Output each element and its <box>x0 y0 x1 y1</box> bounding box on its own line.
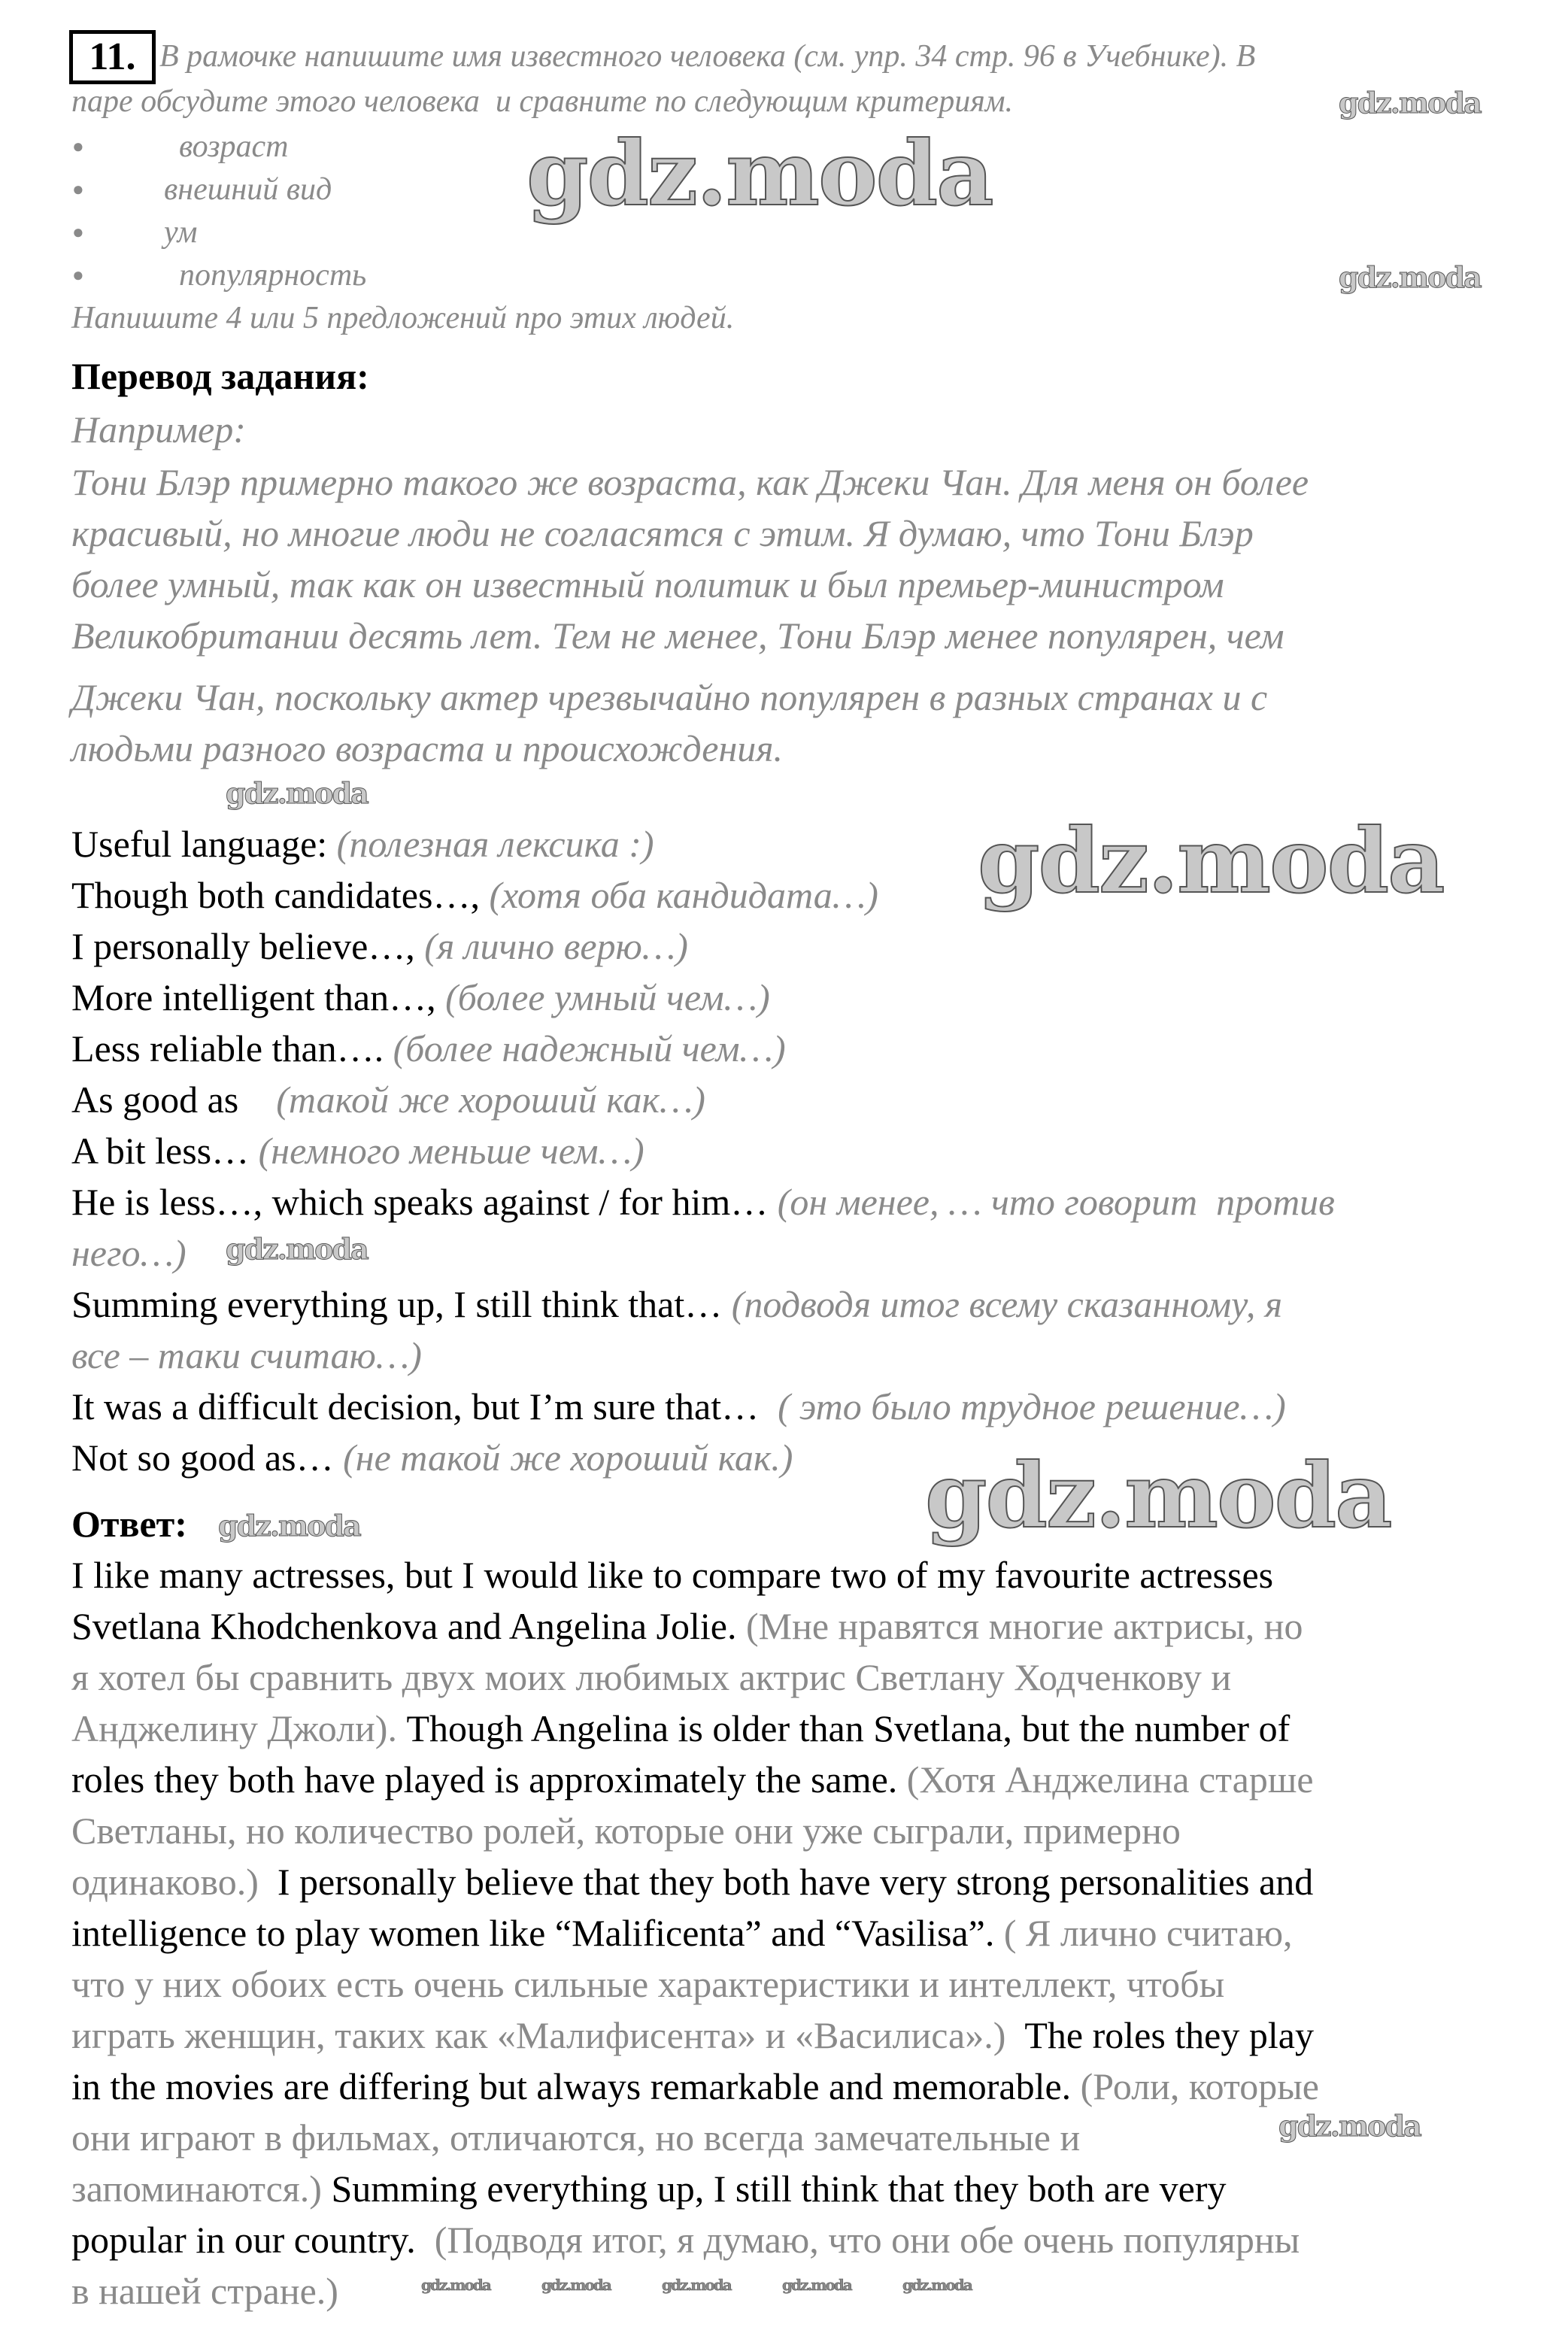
useful-language-line <box>71 1432 793 1483</box>
text-segment: Summing everything up, I still think that… <box>71 1283 732 1325</box>
watermark-logo: gdz.moda <box>782 2276 851 2294</box>
criterion-item: возраст <box>179 129 289 164</box>
text-segment: (Хотя Анджелина старше <box>906 1758 1314 1801</box>
text-segment: in the movies are differing but always remarkable and memorable. <box>71 2065 1081 2107</box>
text-segment: (я лично верю…) <box>424 925 688 967</box>
text-segment: я хотел бы сравнить двух моих любимых актрис Светлану Ходченкову и <box>71 1656 1232 1698</box>
answer-line <box>71 1549 1273 1600</box>
useful-language-line <box>71 1227 187 1279</box>
answer-line <box>71 1703 1290 1754</box>
instruction-closing: Напишите 4 или 5 предложений про этих людей. <box>71 301 735 335</box>
text-segment: Not so good as… <box>71 1437 344 1479</box>
answer-line <box>71 1907 1293 1958</box>
instruction-line-1: В рамочке напишите имя известного человека (см. упр. 34 стр. 96 в Учебнике). В <box>159 39 1256 74</box>
translation-line: более умный, так как он известный политик и был премьер-министром <box>71 563 1224 605</box>
criterion-item: популярность <box>179 258 367 293</box>
answer-line <box>71 1805 1181 1856</box>
watermark-logo: gdz.moda <box>1339 86 1481 120</box>
useful-language-line <box>71 1074 705 1125</box>
watermark-logo: gdz.moda <box>1278 2109 1421 2143</box>
useful-language-line <box>71 972 770 1023</box>
watermark-logo: gdz.moda <box>978 809 1444 913</box>
text-segment: A bit less… <box>71 1130 259 1172</box>
text-segment: intelligence to play women like “Malificenta” and “Vasilisa”. <box>71 1912 1004 1954</box>
useful-language-line <box>71 1279 1282 1330</box>
useful-language-line <box>71 921 688 972</box>
text-segment: в нашей стране.) <box>71 2270 338 2312</box>
text-segment: Though both candidates…, <box>71 874 490 916</box>
text-segment: (более надежный чем…) <box>393 1027 786 1069</box>
text-segment: I like many actresses, but I would like to compare two of my favourite actresses <box>71 1554 1274 1596</box>
text-segment: Summing everything up, I still think that they both are very <box>331 2168 1227 2210</box>
instruction-line-2: паре обсудите этого человека и сравните по следующим критериям. <box>71 84 1014 119</box>
answer-line <box>71 2163 1227 2214</box>
watermark-logo: gdz.moda <box>226 776 368 810</box>
bullet-icon: ● <box>72 221 84 243</box>
text-segment: More intelligent than…, <box>71 976 446 1018</box>
watermark-logo: gdz.moda <box>902 2276 972 2294</box>
text-segment: (более умный чем…) <box>445 976 770 1018</box>
useful-language-line <box>71 818 654 869</box>
text-segment: одинаково.) <box>71 1861 278 1903</box>
answer-line <box>71 2214 1300 2265</box>
text-segment: It was a difficult decision, but I’m sure that… <box>71 1385 778 1427</box>
text-segment: ( Я лично считаю, <box>1003 1912 1293 1954</box>
useful-language-line <box>71 1125 644 1176</box>
text-segment: что у них обоих есть очень сильные характеристики и интеллект, чтобы <box>71 1963 1225 2005</box>
text-segment: The roles they play <box>1024 2014 1314 2056</box>
text-segment: roles they both have played is approximately the same. <box>71 1758 907 1801</box>
answer-heading: Ответ: <box>71 1503 187 1545</box>
text-segment: As good as <box>71 1079 277 1121</box>
text-segment: (Мне нравятся многие актрисы, но <box>746 1605 1303 1647</box>
text-segment: Though Angelina is older than Svetlana, but the number of <box>406 1707 1290 1749</box>
text-segment: (Роли, которые <box>1080 2065 1319 2107</box>
text-segment: (такой же хороший как…) <box>276 1079 705 1121</box>
translation-heading: Перевод задания: <box>71 355 369 397</box>
useful-language-line <box>71 1023 786 1074</box>
answer-line <box>71 2010 1314 2061</box>
answer-line <box>71 1958 1224 2010</box>
text-segment: Useful language: <box>71 823 337 865</box>
text-segment: (немного меньше чем…) <box>258 1130 644 1172</box>
translation-line: Великобритании десять лет. Тем не менее, Тони Блэр менее популярен, чем <box>71 614 1284 657</box>
text-segment: I personally believe…, <box>71 925 425 967</box>
text-segment: Less reliable than…. <box>71 1027 393 1069</box>
exercise-number: 11. <box>69 30 156 84</box>
text-segment: Svetlana Khodchenkova and Angelina Jolie. <box>71 1605 746 1647</box>
answer-line <box>71 1652 1231 1703</box>
text-segment: (хотя оба кандидата…) <box>489 874 878 916</box>
watermark-logo: gdz.moda <box>662 2276 731 2294</box>
text-segment: He is less…, which speaks against / for him… <box>71 1181 778 1223</box>
bullet-icon: ● <box>72 135 84 157</box>
watermark-logo: gdz.moda <box>1339 260 1481 294</box>
translation-line: красивый, но многие люди не согласятся с этим. Я думаю, что Тони Блэр <box>71 512 1254 554</box>
watermark-logo: gdz.moda <box>925 1443 1391 1548</box>
text-segment: все – таки считаю…) <box>71 1334 422 1376</box>
criterion-item: ум <box>164 215 198 250</box>
text-segment: Светланы, но количество ролей, которые они уже сыграли, примерно <box>71 1810 1181 1852</box>
answer-line <box>71 2061 1319 2112</box>
useful-language-line <box>71 1176 1335 1227</box>
text-segment: I personally believe that they both have very strong personalities and <box>277 1861 1314 1903</box>
answer-line <box>71 1754 1314 1805</box>
text-segment: (Подводя итог, я думаю, что они обе очень популярны <box>434 2219 1300 2261</box>
answer-line <box>71 1856 1313 1907</box>
answer-line <box>71 2265 338 2316</box>
text-segment: (он менее, … что говорит против <box>777 1181 1335 1223</box>
text-segment: (полезная лексика :) <box>336 823 654 865</box>
watermark-logo: gdz.moda <box>421 2276 490 2294</box>
watermark-logo: gdz.moda <box>218 1509 360 1543</box>
text-segment: играть женщин, таких как «Малифисента» и «Василиса».) <box>71 2014 1025 2056</box>
answer-line <box>71 1600 1303 1652</box>
bullet-icon: ● <box>72 178 84 200</box>
useful-language-line <box>71 1381 1286 1432</box>
useful-language-line <box>71 1330 422 1381</box>
useful-language-line <box>71 869 878 921</box>
translation-line: людьми разного возраста и происхождения. <box>71 727 784 769</box>
text-segment: popular in our country. <box>71 2219 435 2261</box>
answer-line <box>71 2112 1090 2163</box>
watermark-logo: gdz.moda <box>526 121 993 226</box>
text-segment: (не такой же хороший как.) <box>343 1437 793 1479</box>
bullet-icon: ● <box>72 264 84 286</box>
translation-line: Джеки Чан, поскольку актер чрезвычайно популярен в разных странах и с <box>71 676 1268 718</box>
watermark-logo: gdz.moda <box>226 1232 368 1266</box>
translation-line: Тони Блэр примерно такого же возраста, как Джеки Чан. Для меня он более <box>71 461 1309 503</box>
watermark-logo: gdz.moda <box>541 2276 611 2294</box>
text-segment: ( это было трудное решение…) <box>778 1385 1286 1427</box>
example-label: Например: <box>71 408 246 451</box>
text-segment: запоминаются.) <box>71 2168 332 2210</box>
text-segment: они играют в фильмах, отличаются, но всегда замечательные и <box>71 2116 1090 2159</box>
criterion-item: внешний вид <box>164 172 332 207</box>
text-segment: него…) <box>71 1232 187 1274</box>
text-segment: Анджелину Джоли). <box>71 1707 407 1749</box>
text-segment: (подводя итог всему сказанному, я <box>731 1283 1283 1325</box>
